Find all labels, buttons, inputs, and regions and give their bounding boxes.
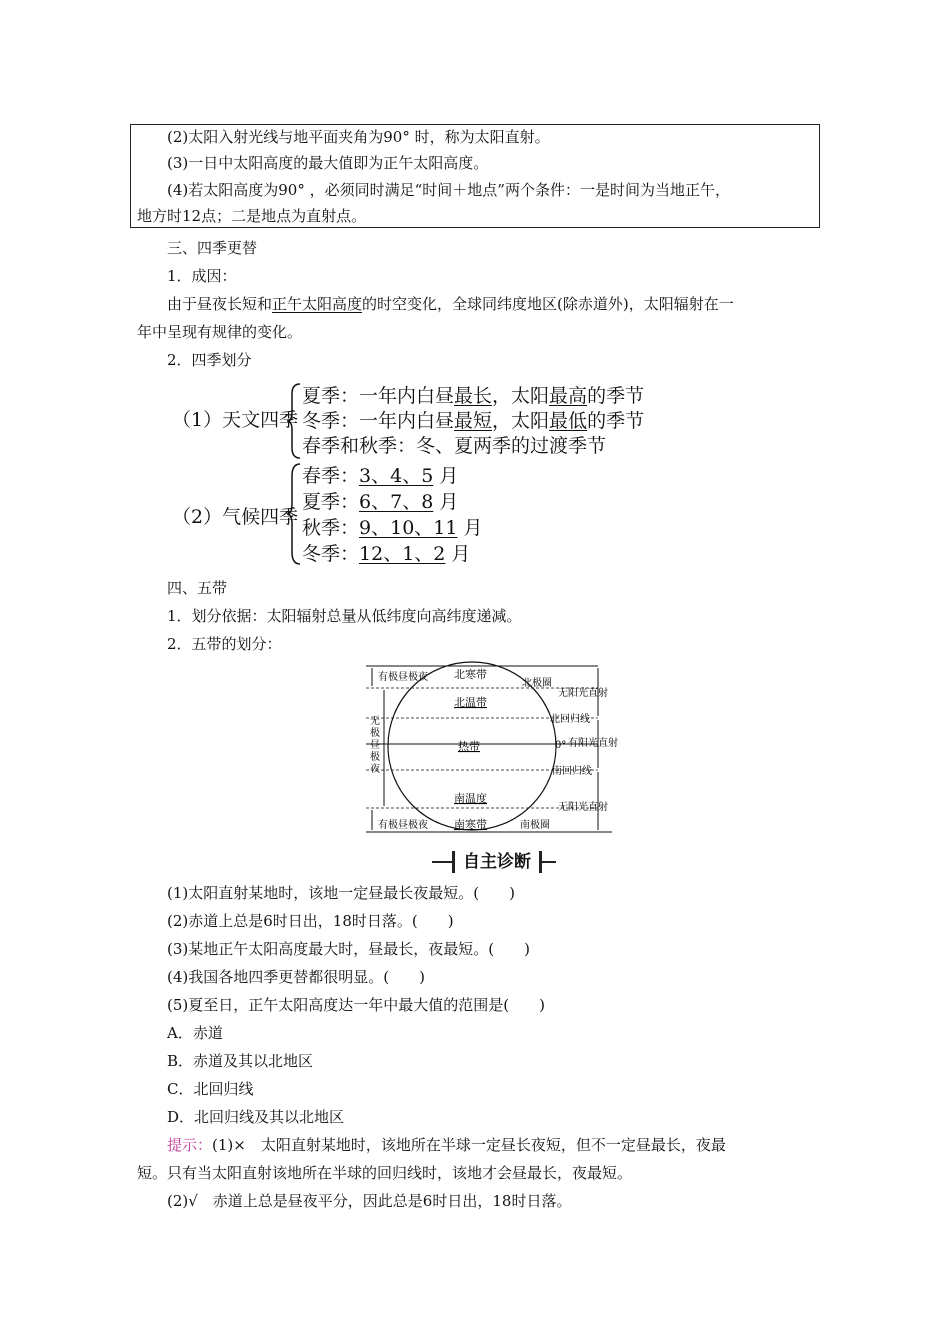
- label-south-frigid: 南寒带: [454, 818, 487, 831]
- question-5: (5)夏至日，正午太阳高度达一年中最大值的范围是( ): [167, 996, 545, 1014]
- box-line-4b: 地方时12点；二是地点为直射点。: [137, 207, 367, 225]
- label-no-polar-char: 极: [370, 752, 380, 763]
- label-no-polar: [370, 715, 380, 775]
- option-d: D．北回归线及其以北地区: [167, 1108, 345, 1126]
- label-tropic-capricorn: 南回归线: [552, 766, 592, 777]
- astro-summer: 夏季：一年内白昼最长，太阳最高的季节: [302, 385, 645, 407]
- astro-brace: [286, 382, 302, 460]
- label-no-polar-char: 昼: [370, 740, 380, 751]
- box-line-4a: (4)若太阳高度为90° ，必须同时满足“时间＋地点”两个条件：一是时间为当地正午，: [167, 181, 730, 199]
- banner-title: 自主诊断: [452, 851, 542, 873]
- cause-heading: 1．成因：: [167, 267, 237, 285]
- section3-heading: 三、四季更替: [167, 239, 258, 257]
- astro-winter: 冬季：一年内白昼最短，太阳最低的季节: [302, 410, 645, 432]
- five-zones-diagram: [362, 660, 624, 838]
- division-heading: 2．四季划分: [167, 351, 252, 369]
- label-tropic-cancer: 北回归线: [550, 714, 590, 725]
- question-4: (4)我国各地四季更替都很明显。( ): [167, 968, 425, 986]
- label-no-polar-char: 夜: [370, 764, 380, 775]
- hint-line-2: 短。只有当太阳直射该地所在半球的回归线时，该地才会昼最长，夜最短。: [137, 1164, 633, 1182]
- label-no-direct-top: 无阳光直射: [558, 688, 608, 699]
- cause-line-2: 年中呈现有规律的变化。: [137, 323, 303, 341]
- hint-line-3: (2)√ 赤道上总是昼夜平分，因此总是6时日出，18时日落。: [167, 1192, 572, 1210]
- hint-line-1: 提示：(1)× 太阳直射某地时，该地所在半球一定昼长夜短，但不一定昼最长，夜最: [167, 1136, 726, 1154]
- label-polar-top: 有极昼极夜: [378, 672, 428, 683]
- label-south-temperate: 南温度: [454, 792, 487, 805]
- label-north-frigid: 北寒带: [454, 668, 487, 681]
- label-has-direct: 有阳光直射: [568, 738, 618, 749]
- question-2: (2)赤道上总是6时日出，18时日落。( ): [167, 912, 454, 930]
- label-tropical: 热带: [458, 740, 480, 753]
- division-line: 2．五带的划分：: [167, 635, 282, 653]
- basis-line: 1．划分依据：太阳辐射总量从低纬度向高纬度递减。: [167, 607, 522, 625]
- section4-heading: 四、五带: [167, 579, 228, 597]
- climate-summer: 夏季：6、7、8 月: [302, 491, 459, 513]
- label-no-polar-char: 极: [370, 728, 380, 739]
- label-equator: 0°: [555, 740, 567, 751]
- climate-spring: 春季：3、4、5 月: [302, 465, 459, 487]
- option-b: B．赤道及其以北地区: [167, 1052, 314, 1070]
- hint-label: 提示：: [167, 1136, 213, 1154]
- climate-autumn: 秋季：9、10、11 月: [302, 517, 483, 539]
- cause-line-1: 由于昼夜长短和正午太阳高度的时空变化，全球同纬度地区(除赤道外)，太阳辐射在一: [167, 295, 734, 313]
- climate-brace: [286, 462, 302, 566]
- option-a: A．赤道: [167, 1024, 223, 1042]
- question-1: (1)太阳直射某地时，该地一定昼最长夜最短。( ): [167, 884, 515, 902]
- label-no-direct-bottom: 无阳光直射: [558, 802, 608, 813]
- question-3: (3)某地正午太阳高度最大时，昼最长，夜最短。( ): [167, 940, 530, 958]
- box-line-2: (2)太阳入射光线与地平面夹角为90° 时，称为太阳直射。: [167, 128, 550, 146]
- label-no-polar-char: 无: [370, 716, 380, 727]
- astro-label: （1）天文四季: [172, 409, 299, 431]
- label-north-temperate: 北温带: [454, 696, 487, 709]
- astro-spring-autumn: 春季和秋季：冬、夏两季的过渡季节: [302, 435, 607, 457]
- climate-label: （2）气候四季: [172, 506, 299, 528]
- label-antarctic-circle: 南极圈: [520, 820, 550, 831]
- label-polar-bottom: 有极昼极夜: [378, 820, 428, 831]
- label-arctic-circle: 北极圈: [522, 678, 552, 689]
- option-c: C．北回归线: [167, 1080, 254, 1098]
- diagnosis-banner: [432, 850, 556, 874]
- climate-winter: 冬季：12、1、2 月: [302, 543, 471, 565]
- box-line-3: (3)一日中太阳高度的最大值即为正午太阳高度。: [167, 154, 489, 172]
